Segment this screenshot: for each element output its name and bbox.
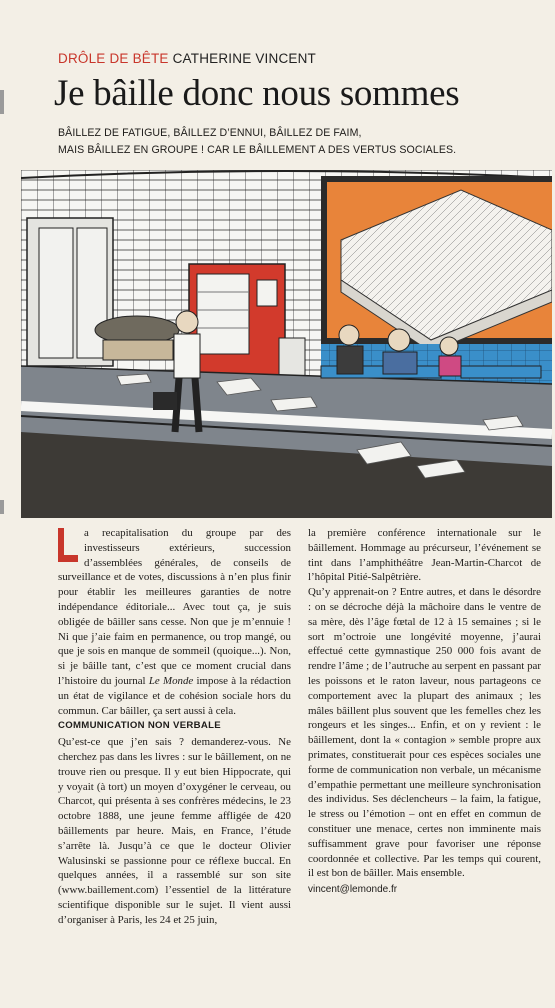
paragraph: a recapitalisation du groupe par des investisseurs extérieurs, succession d’assemblées générales, de conseils de surveillance et de votes, discussions à n’en plus finir pour établir les meilleures garanties de notre indépendance éditoriale... Avec tout ça, je suis obligée de bâiller sans cesse. Non que je m’ennuie ! Ni que j’aie faim en permanence, ou trop mangé, ou que je sois en manque de sommeil (quoique...). Non, si je bâille tant, c’est que ce moment crucial dans l’histoire du journal Le Monde impose à la rédaction un état de vigilance et de cohésion sociale hors du commun. Car bâiller, ça sert aussi à cela. xyxy=(58,527,291,717)
paragraph: la première conférence internationale sur le bâillement. Hommage au précurseur, l’événement se tint dans l’amphithéâtre Jean-Martin-Charcot de l’hôpital Pitié-Salpêtrière. xyxy=(308,527,541,584)
dropcap-letter xyxy=(58,528,78,562)
metro-illustration xyxy=(21,170,552,518)
page-edge-mark xyxy=(0,90,4,114)
rubric-label: DRÔLE DE BÊTE xyxy=(58,51,169,66)
standfirst-line-2: MAIS BÂILLEZ EN GROUPE ! CAR LE BÂILLEMENT A DES VERTUS SOCIALES. xyxy=(58,144,457,156)
article-column-1 xyxy=(58,526,291,928)
paragraph: Qu’est-ce que j’en sais ? demanderez-vous. Ne cherchez pas dans les livres : sur le bâillement, on ne trouve rien ou presque. Il y eut bien Hippocrate, qui y voyait (à tort) un moyen d’oxygéner le cerveau, ou Charcot, qui présenta à ses confrères médecins, le 23 octobre 1888, une jeune femme affligée de 420 bâillements par heure. Mais, en France, l’étude s’arrête là. Jusqu’à ce que le docteur Olivier Walusinski se passionne pour ce réflexe buccal. En quelques années, il a rassemblé sur son site (www.baillement.com) l’essentiel de la littérature scientifique disponible sur le sujet. Il vient aussi d’organiser à Paris, les 24 et 25 juin, xyxy=(58,736,291,926)
author-name: CATHERINE VINCENT xyxy=(172,51,317,66)
page-edge-mark xyxy=(0,500,4,514)
standfirst-line-1: BÂILLEZ DE FATIGUE, BÂILLEZ D’ENNUI, BÂILLEZ DE FAIM, xyxy=(58,127,362,139)
paragraph: Qu’y apprenait-on ? Entre autres, et dans le désordre : on se décroche déjà la mâchoire dans le ventre de sa mère, dès l’âge fœtal de 12 à 15 semaines ; si le sort m’octroie une longévité moyenne, j’aurai effectué cette gymnastique 250 000 fois avant de rendre l’âme ; de l’autruche au serpent en passant par les poissons et le raton laveur, nous partageons ce comportement avec la plupart des animaux ; les mâles bâillent plus souvent que les femelles chez les rongeurs et les singes... Enfin, et on y revient : le bâillement, dont la « contagion » semble propre aux primates, constituerait pour ces espèces sociales une forme de communication non verbale, un mécanisme d’empathie permettant une meilleure synchronisation des individus. Ses déclencheurs – la faim, la fatigue, le stress ou l’émotion – ont en effet en commun de constituer une menace, certes non imminente mais suffisamment grave pour favoriser une réponse coordonnée et collective. Par les temps qui courent, il est bon de bâiller. Mais ensemble. xyxy=(308,586,541,880)
section-subhead: COMMUNICATION NON VERBALE xyxy=(58,720,221,732)
standfirst xyxy=(58,125,538,159)
article-title: Je bâille donc nous sommes xyxy=(54,73,460,114)
author-email[interactable]: vincent@lemonde.fr xyxy=(308,884,398,896)
article-kicker xyxy=(58,51,316,66)
article-column-2 xyxy=(308,526,541,898)
